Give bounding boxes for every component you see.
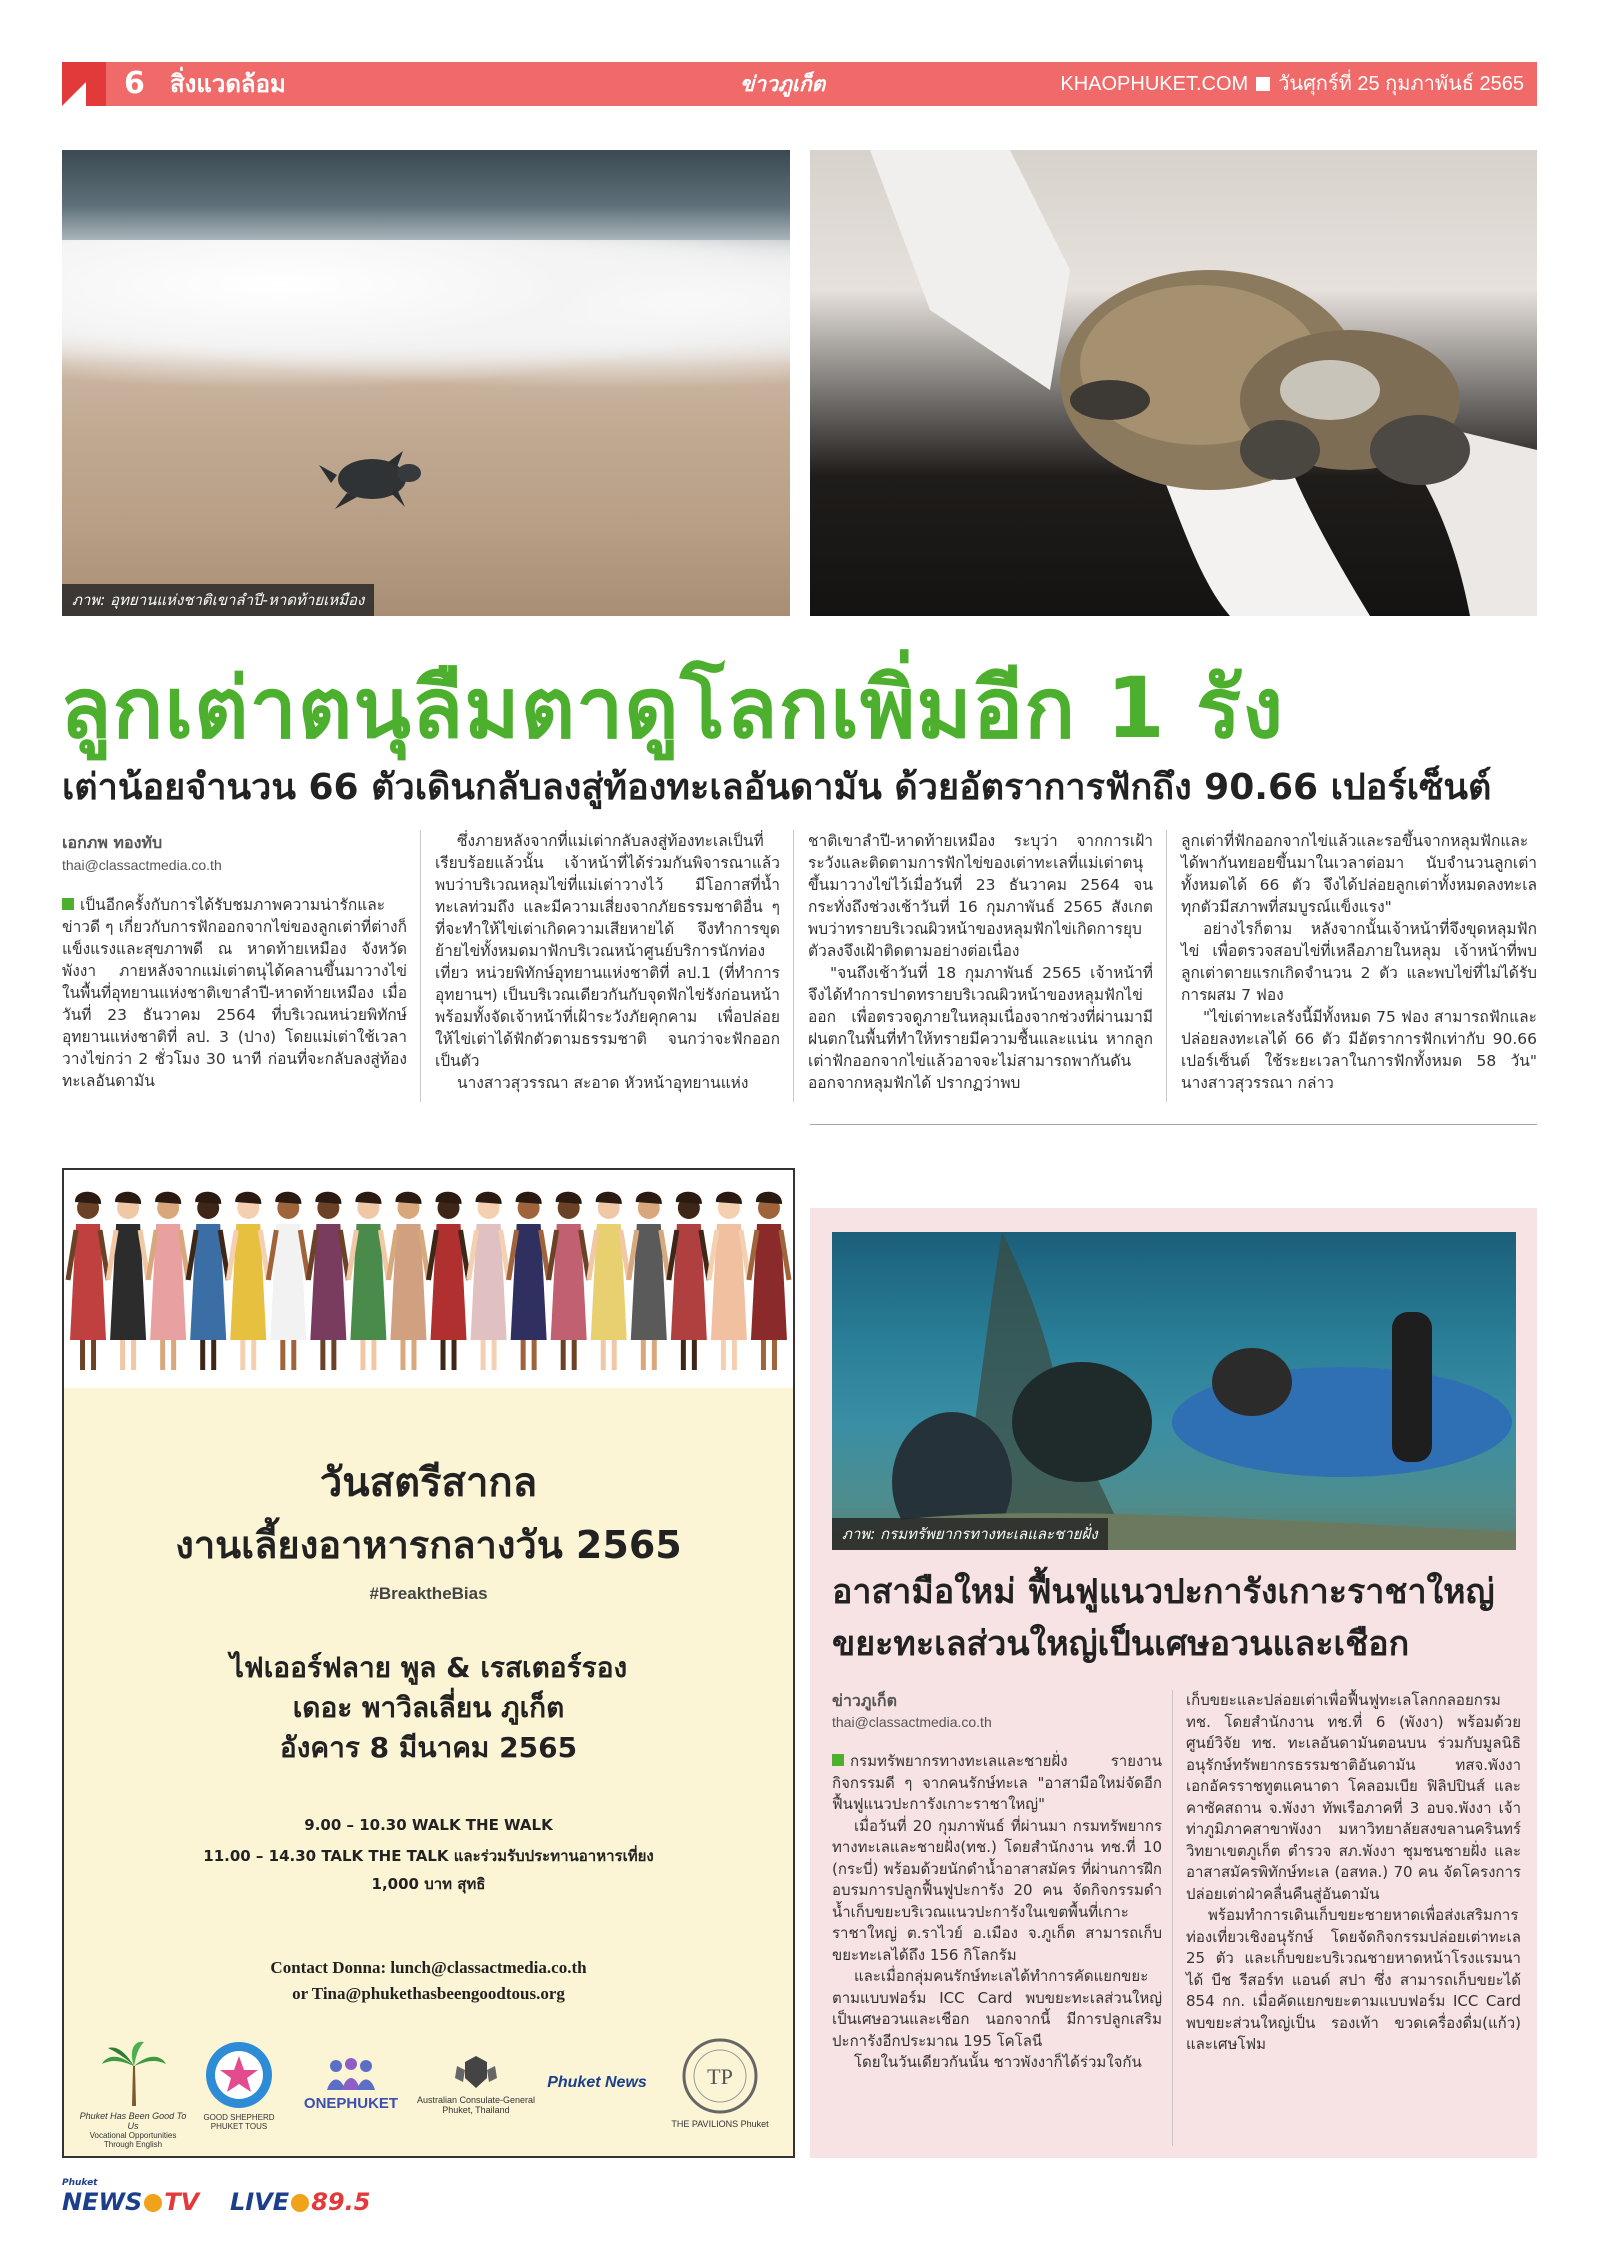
svg-text:TP: TP [707,2064,733,2089]
issue-date: วันศุกร์ที่ 25 กุมภาพันธ์ 2565 [1278,73,1524,95]
ad-contact[interactable]: or Tina@phukethasbeengoodtous.org [292,1984,565,2003]
woman-figure [228,1192,268,1370]
gloved-hands-with-turtles [810,150,1537,616]
australian-consulate-logo [416,2052,536,2115]
circle-icon [291,2194,309,2212]
logo-text: 89.5 [311,2188,371,2216]
paragraph: โดยในวันเดียวกันนั้น ชาวพังงาก็ได้ร่วมใจกัน [854,2053,1142,2071]
header-date-line [1060,62,1524,106]
logo-text: ONEPHUKET [303,2095,399,2112]
article-column-1 [62,832,407,1092]
logo-text: LIVE [230,2188,290,2216]
woman-figure [308,1192,348,1370]
star-badge-icon [204,2040,274,2110]
main-subheadline: เต่าน้อยจำนวน 66 ตัวเดินกลับลงสู่ท้องทะเลอันดามัน ด้วยอัตราการฟักถึง 90.66 เปอร์เซ็นต์ [62,767,1492,808]
ad-footer [64,1948,793,2156]
woman-figure [268,1192,308,1370]
baby-turtle-icon [317,445,427,511]
section-flag-icon [62,62,106,106]
onephuket-logo [292,2056,410,2112]
logo-subtext: Vocational Opportunities Through English [89,2131,177,2149]
womens-day-advertisement[interactable] [62,1168,795,2158]
ad-contact[interactable]: Contact Donna: lunch@classactmedia.co.th [270,1958,587,1977]
divers-collecting-net-photo [832,1232,1516,1550]
paragraph: กรมทรัพยากรทางทะเลและชายฝั่ง รายงานกิจกรรมดี ๆ จากคนรักษ์ทะเล "อาสามือใหม่จัดอีก ฟื้นฟูแนวปะการังเกาะราชาใหญ่" [832,1752,1162,1813]
page-number: 6 [124,66,145,101]
logo-text: Phuket Has Been Good To Us [79,2111,187,2131]
section-title: สิ่งแวดล้อม [170,70,286,98]
logo-text: THE PAVILIONS Phuket [671,2119,769,2129]
woman-figure [388,1192,428,1370]
logo-text: Phuket [62,2178,98,2188]
paragraph: "ไข่เต่าทะเลรังนี้มีทั้งหมด 75 ฟอง สามารถฟักและปล่อยลงทะเลได้ 66 ตัว มีอัตราการฟักเท่ากับ 90.66 เปอร์เซ็นต์ ใช้ระยะเวลาในการฟักทั้งหมด 58 วัน" นางสาวสุวรรณา กล่าว [1181,1008,1537,1092]
wave-foam [62,240,790,390]
phuket-news-logo [542,2074,652,2092]
photo-caption: ภาพ: อุทยานแห่งชาติเขาลำปี-หาดท้ายเหมือง [62,584,374,616]
article-column-3 [808,830,1153,1094]
paragraph: เป็นอีกครั้งกับการได้รับชมภาพความน่ารักและข่าวดี ๆ เกี่ยวกับการฟักออกจากไข่ของลูกเต่าที่ต่างก็แข็งแรงและสุขภาพดี ณ หาดท้ายเหมือง จังหวัดพังงา ภายหลังจากแม่เต่าตนุได้คลานขึ้นมาวางไข่ในพื้นที่อุทยานแห่งชาติเขาลำปี-หาดท้ายเหมือง เมื่อวันที่ 23 ธันวาคม 2564 ที่บริเวณหน่วยพิทักษ์อุทยานแห่งชาติที่ ลป. 3 (ปาง) โดยแม่เต่าใช้เวลาวางไข่กว่า 2 ชั่วโมง 30 นาที ก่อนที่จะกลับลงสู่ท้องทะเลอันดามัน [62,896,407,1090]
ad-event-date: อังคาร 8 มีนาคม 2565 [279,1731,578,1764]
woman-figure [188,1192,228,1370]
bullet-square-icon [62,898,74,910]
author-email[interactable]: thai@classactmedia.co.th [832,1713,992,1730]
ad-price: 1,000 บาท สุทธิ [371,1875,486,1893]
divers-scene [832,1232,1516,1550]
woman-figure [108,1192,148,1370]
column-divider [793,830,794,1102]
palm-tree-icon [98,2038,168,2108]
section-divider [810,1124,1537,1125]
woman-figure [549,1192,589,1370]
ad-venue-name: เดอะ พาวิลเลี่ยน ภูเก็ต [292,1691,565,1724]
site-url[interactable]: KHAOPHUKET.COM [1060,73,1249,95]
paragraph: พร้อมทำการเดินเก็บขยะชายหาดเพื่อส่งเสริมการท่องเที่ยวเชิงอนุรักษ์ โดยจัดกิจกรรมปล่อยเต่าทะเล 25 ตัว และเก็บขยะบริเวณชายหาดหน้าโรงแรมนาได้ บีช รีสอร์ท แอนด์ สปา ซึ่ง สามารถเก็บขยะได้ 854 กก. เมื่อคัดแยกขยะตามแบบฟอร์ม ICC Card พบขยะส่วนใหญ่เป็น รองเท้า ขวดเครื่องดื่ม(แก้ว) และเศษโฟม [1186,1906,1521,2053]
coral-article-column-2 [1186,1690,1521,2056]
pavilions-emblem-icon [680,2036,760,2116]
paragraph: เมื่อวันที่ 20 กุมภาพันธ์ ที่ผ่านมา กรมทรัพยากรทางทะเลและชายฝั่ง(ทช.) โดยสำนักงาน ทช.ที่ 10 (กระบี่) พร้อมด้วยนักดำน้ำอาสาสมัคร ที่ผ่านการฝึกอบรมการปลูกฟื้นฟูปะการัง 20 คน จัดกิจกรรมดำน้ำเก็บขยะบริเวณแนวปะการังในเขตพื้นที่เกาะราชาใหญ่ ต.ราไวย์ อ.เมือง จ.ภูเก็ต สามารถเก็บขยะทะเลได้ถึง 156 กิโลกรัม [832,1816,1162,1964]
paragraph: อย่างไรก็ตาม หลังจากนั้นเจ้าหน้าที่จึงขุดหลุมฟักไข่ เพื่อตรวจสอบไข่ที่เหลือภายในหลุม เจ้าหน้าที่พบลูกเต่าตายแรกเกิดจำนวน 2 ตัว และพบไข่ที่ไม่ได้รับการผสม 7 ฟอง [1181,920,1537,1004]
logo-text: Australian Consulate-General Phuket, Thailand [416,2095,536,2115]
column-divider [1166,830,1167,1102]
woman-figure [749,1192,789,1370]
news-tv-logo[interactable] [62,2178,199,2218]
bullet-square-icon [832,1754,844,1766]
woman-figure [709,1192,749,1370]
woman-figure [348,1192,388,1370]
byline: เอกภพ ทองทับ [62,833,163,852]
woman-figure [469,1192,509,1370]
logo-text: NEWS [62,2188,143,2216]
turtle-beach-photo [62,150,790,616]
woman-figure [68,1192,108,1370]
woman-figure [629,1192,669,1370]
live-radio-logo[interactable] [230,2188,370,2228]
article-column-2 [435,830,780,1094]
hatchlings-in-hands-photo [810,150,1537,616]
pavilions-logo [660,2036,780,2129]
logo-text: GOOD SHEPHERD PHUKET TOUS [203,2113,275,2131]
ad-schedule: 9.00 – 10.30 WALK THE WALK [304,1816,553,1834]
paragraph: "จนถึงเช้าวันที่ 18 กุมภาพันธ์ 2565 เจ้าหน้าที่จึงได้ทำการปาดทรายบริเวณผิวหน้าของหลุมฟักไข่ออก เพื่อตรวจดูภายในหลุมเนื่องจากช่วงที่ผ่านมามีฝนตกในพื้นที่ทำให้ทรายมีความชื้นและแน่น หากลูกเต่าฟักออกจากไข่แล้วอาจจะไม่สามารถพากันดันออกจากหลุมฟักได้ ปรากฏว่าพบ [808,964,1153,1092]
logo-text: Phuket News [547,2074,647,2091]
woman-figure [669,1192,709,1370]
ad-schedule: 11.00 – 14.30 TALK THE TALK และร่วมรับประทานอาหารเที่ยง [203,1847,654,1865]
circle-icon [144,2194,162,2212]
woman-figure [429,1192,469,1370]
byline: ข่าวภูเก็ต [832,1691,897,1710]
column-divider [1172,1690,1173,2146]
coral-article-column-1 [832,1690,1162,2074]
coral-article-headline: อาสามือใหม่ ฟื้นฟูแนวปะการังเกาะราชาใหญ่ ขยะทะเลส่วนใหญ่เป็นเศษอวนและเชือก [832,1572,1495,1664]
woman-figure [509,1192,549,1370]
logo-text: TV [164,2188,200,2216]
paragraph: และเมื่อกลุ่มคนรักษ์ทะเลได้ทำการคัดแยกขยะตามแบบฟอร์ม ICC Card พบขยะทะเลส่วนใหญ่เป็นเศษอวนและเชือก นอกจากนี้ มีการปลูกเสริมปะการังอีกประมาณ 195 โคโลนี [832,1967,1162,2050]
ad-venue: ไฟเออร์ฟลาย พูล & เรสเตอร์รอง [229,1651,628,1684]
ad-illustration-women-holding-hands [64,1170,793,1388]
ad-hashtag: #BreaktheBias [369,1584,488,1603]
publication-logo: ข่าวภูเก็ต [740,72,826,96]
woman-figure [589,1192,629,1370]
coat-of-arms-icon [451,2052,501,2092]
palm-tree-logo [78,2038,188,2149]
woman-figure [148,1192,188,1370]
paragraph: นางสาวสุวรรณา สะอาด หัวหน้าอุทยานแห่ง [457,1074,749,1092]
ad-title: วันสตรีสากล [319,1460,538,1506]
article-column-4 [1181,830,1537,1094]
author-email[interactable]: thai@classactmedia.co.th [62,857,222,873]
women-figures-icon [64,1170,793,1388]
ad-body [64,1388,793,1948]
separator-square-icon [1256,77,1270,91]
people-icon [321,2056,381,2092]
paragraph: ชาติเขาลำปี-หาดท้ายเหมือง ระบุว่า จากการเฝ้าระวังและติดตามการฟักไข่ของเต่าทะเลที่แม่เต่าตนุขึ้นมาวางไข่ไว้เมื่อวันที่ 23 ธันวาคม 2564 จนกระทั่งถึงช่วงเช้าวันที่ 16 กุมภาพันธ์ 2565 สังเกตพบว่าทรายบริเวณผิวหน้าของหลุมฟักไข่เกิดการยุบตัวลงจึงเฝ้าติดตามอย่างต่อเนื่อง [808,832,1153,960]
column-divider [420,830,421,1102]
paragraph: ลูกเต่าที่ฟักออกจากไข่แล้วและรอขึ้นจากหลุมฟักและได้พากันทยอยขึ้นมาในเวลาต่อมา นับจำนวนลูกเต่าทั้งหมดได้ 66 ตัว จึงได้ปล่อยลูกเต่าทั้งหมดลงทะเล ทุกตัวมีสภาพที่สมบูรณ์แข็งแรง" [1181,832,1537,916]
photo-caption: ภาพ: กรมทรัพยากรทางทะเลและชายฝั่ง [832,1518,1108,1550]
main-headline: ลูกเต่าตนุลืมตาดูโลกเพิ่มอีก 1 รัง [60,659,1285,757]
good-shepherd-logo [194,2040,284,2131]
paragraph: เก็บขยะและปล่อยเต่าเพื่อฟื้นฟูทะเลโลกกลอยกรม ทช. โดยสำนักงาน ทช.ที่ 6 (พังงา) พร้อมด้วยศูนย์วิจัย ทช. ทะเลอันดามันตอนบน ร่วมกับมูลนิธิอนุรักษ์ทรัพยากรธรรมชาติอันดามัน ทสจ.พังงา เอกอัครราชทูตแคนาดา โคลอมเบีย ฟิลิปปินส์ และคาซัคสถาน จ.พังงา ทัพเรือภาคที่ 3 อบจ.พังงา เจ้าท่าภูมิภาคสาขาพังงา มหาวิทยาลัยสงขลานครินทร์ วิทยาเขตภูเก็ต ตำรวจ สภ.พังงา ชุมชนชายฝั่ง และอาสาสมัครพิทักษ์ทะเล (อสทล.) 70 คน จัดโครงการปล่อยเต่าฝ่าคลื่นคืนสู่อันดามัน [1186,1691,1521,1903]
ad-subtitle: งานเลี้ยงอาหารกลางวัน 2565 [175,1523,682,1567]
paragraph: ซึ่งภายหลังจากที่แม่เต่ากลับลงสู่ท้องทะเลเป็นที่เรียบร้อยแล้วนั้น เจ้าหน้าที่ได้ร่วมกันพิจารณาแล้วพบว่าบริเวณหลุมไข่ที่แม่เต่าวางไว้ มีโอกาสที่น้ำทะเลท่วมถึง และมีความเสี่ยงจากภัยธรรมชาติอื่น ๆ ที่จะทำให้ไข่เต่าเกิดความเสียหายได้ จึงทำการขุดย้ายไข่ทั้งหมดมาฟักบริเวณหน้าศูนย์บริการนักท่องเที่ยว หน่วยพิทักษ์อุทยานแห่งชาติที่ ลป.1 (ที่ทำการอุทยานฯ) เป็นบริเวณเดียวกันกับจุดฟักไข่รังก่อนหน้า พร้อมทั้งจัดเจ้าหน้าที่เฝ้าระวังภัยคุกคาม เพื่อปล่อยให้ไข่เต่าได้ฟักตัวตามธรรมชาติ จนกว่าจะฟักออกเป็นตัว [435,832,780,1070]
